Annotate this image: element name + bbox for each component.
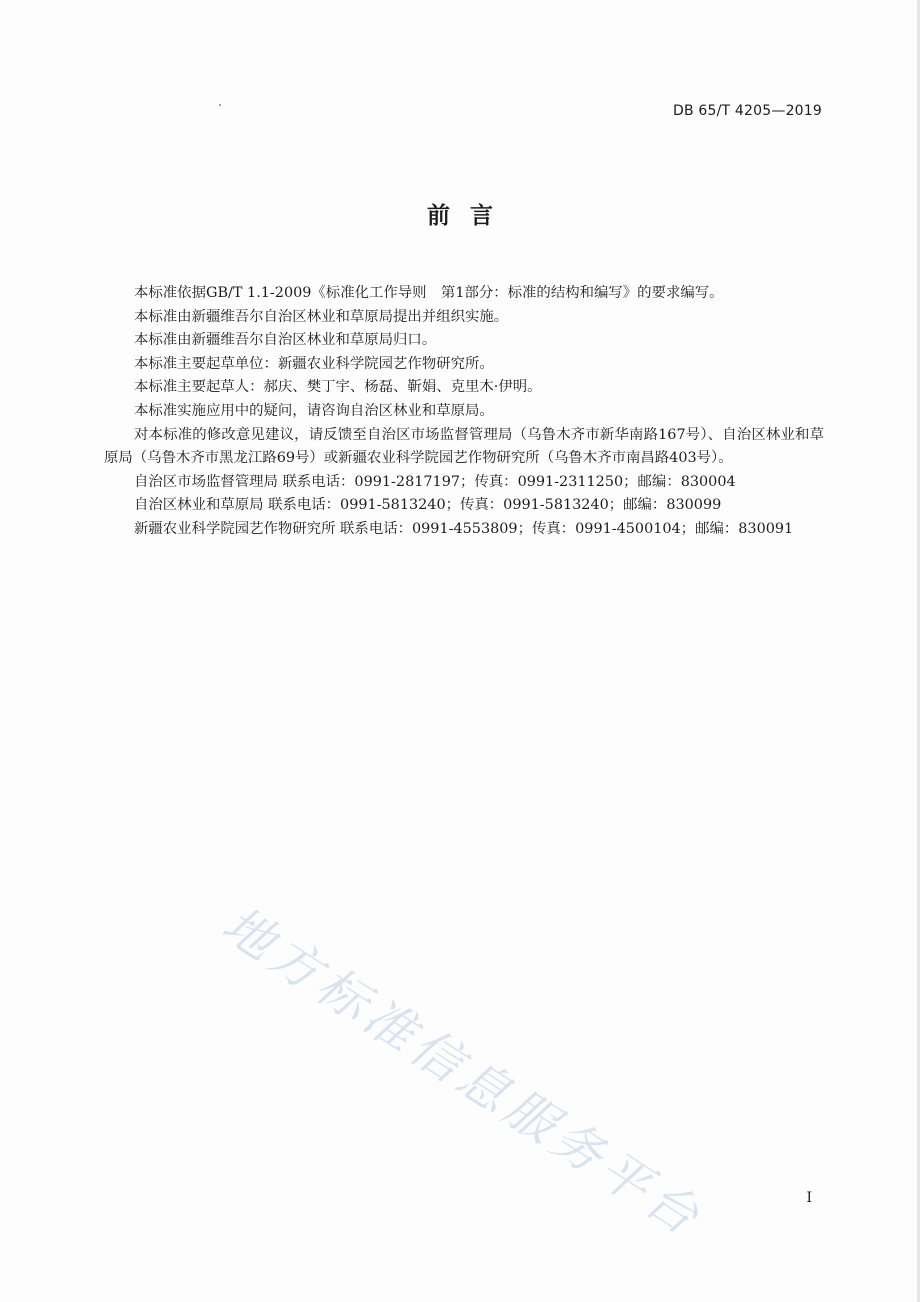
page-title: [0, 197, 920, 230]
watermark-text: 地方标准信息服务平台: [212, 895, 714, 1249]
paragraph-proposer: 本标准由新疆维吾尔自治区林业和草原局提出并组织实施。: [134, 308, 509, 325]
contact-line: 新疆农业科学院园艺作物研究所 联系电话：0991-4553809；传真：0991-4500104；邮编：830091: [134, 520, 794, 537]
foreword-body: [104, 282, 824, 542]
standard-code: DB 65/T 4205—2019: [672, 103, 822, 119]
paragraph-inquiry: 本标准实施应用中的疑问，请咨询自治区林业和草原局。: [134, 402, 494, 419]
title-char: 言: [470, 203, 493, 229]
paragraph-administrator: 本标准由新疆维吾尔自治区林业和草原局归口。: [134, 332, 437, 349]
scan-artifact: [219, 104, 221, 106]
page-number: I: [806, 1190, 812, 1206]
paragraph-feedback: 对本标准的修改意见建议，请反馈至自治区市场监督管理局（乌鲁木齐市新华南路167号）、自治区林业和草原局（乌鲁木齐市黑龙江路69号）或新疆农业科学院园艺作物研究所（乌鲁木齐市南昌路403号）。: [104, 426, 824, 467]
paragraph-basis: 本标准依据GB/T 1.1-2009《标准化工作导则 第1部分：标准的结构和编写》的要求编写。: [134, 285, 724, 301]
paragraph-drafting-unit: 本标准主要起草单位：新疆农业科学院园艺作物研究所。: [134, 355, 494, 372]
contact-line: 自治区林业和草原局 联系电话：0991-5813240；传真：0991-5813240；邮编：830099: [134, 497, 722, 514]
title-char: 前: [427, 203, 450, 229]
paragraph-drafters: 本标准主要起草人：郝庆、樊丁宇、杨磊、靳娟、克里木·伊明。: [134, 379, 542, 396]
contact-line: 自治区市场监督管理局 联系电话：0991-2817197；传真：0991-2311250；邮编：830004: [134, 473, 736, 490]
